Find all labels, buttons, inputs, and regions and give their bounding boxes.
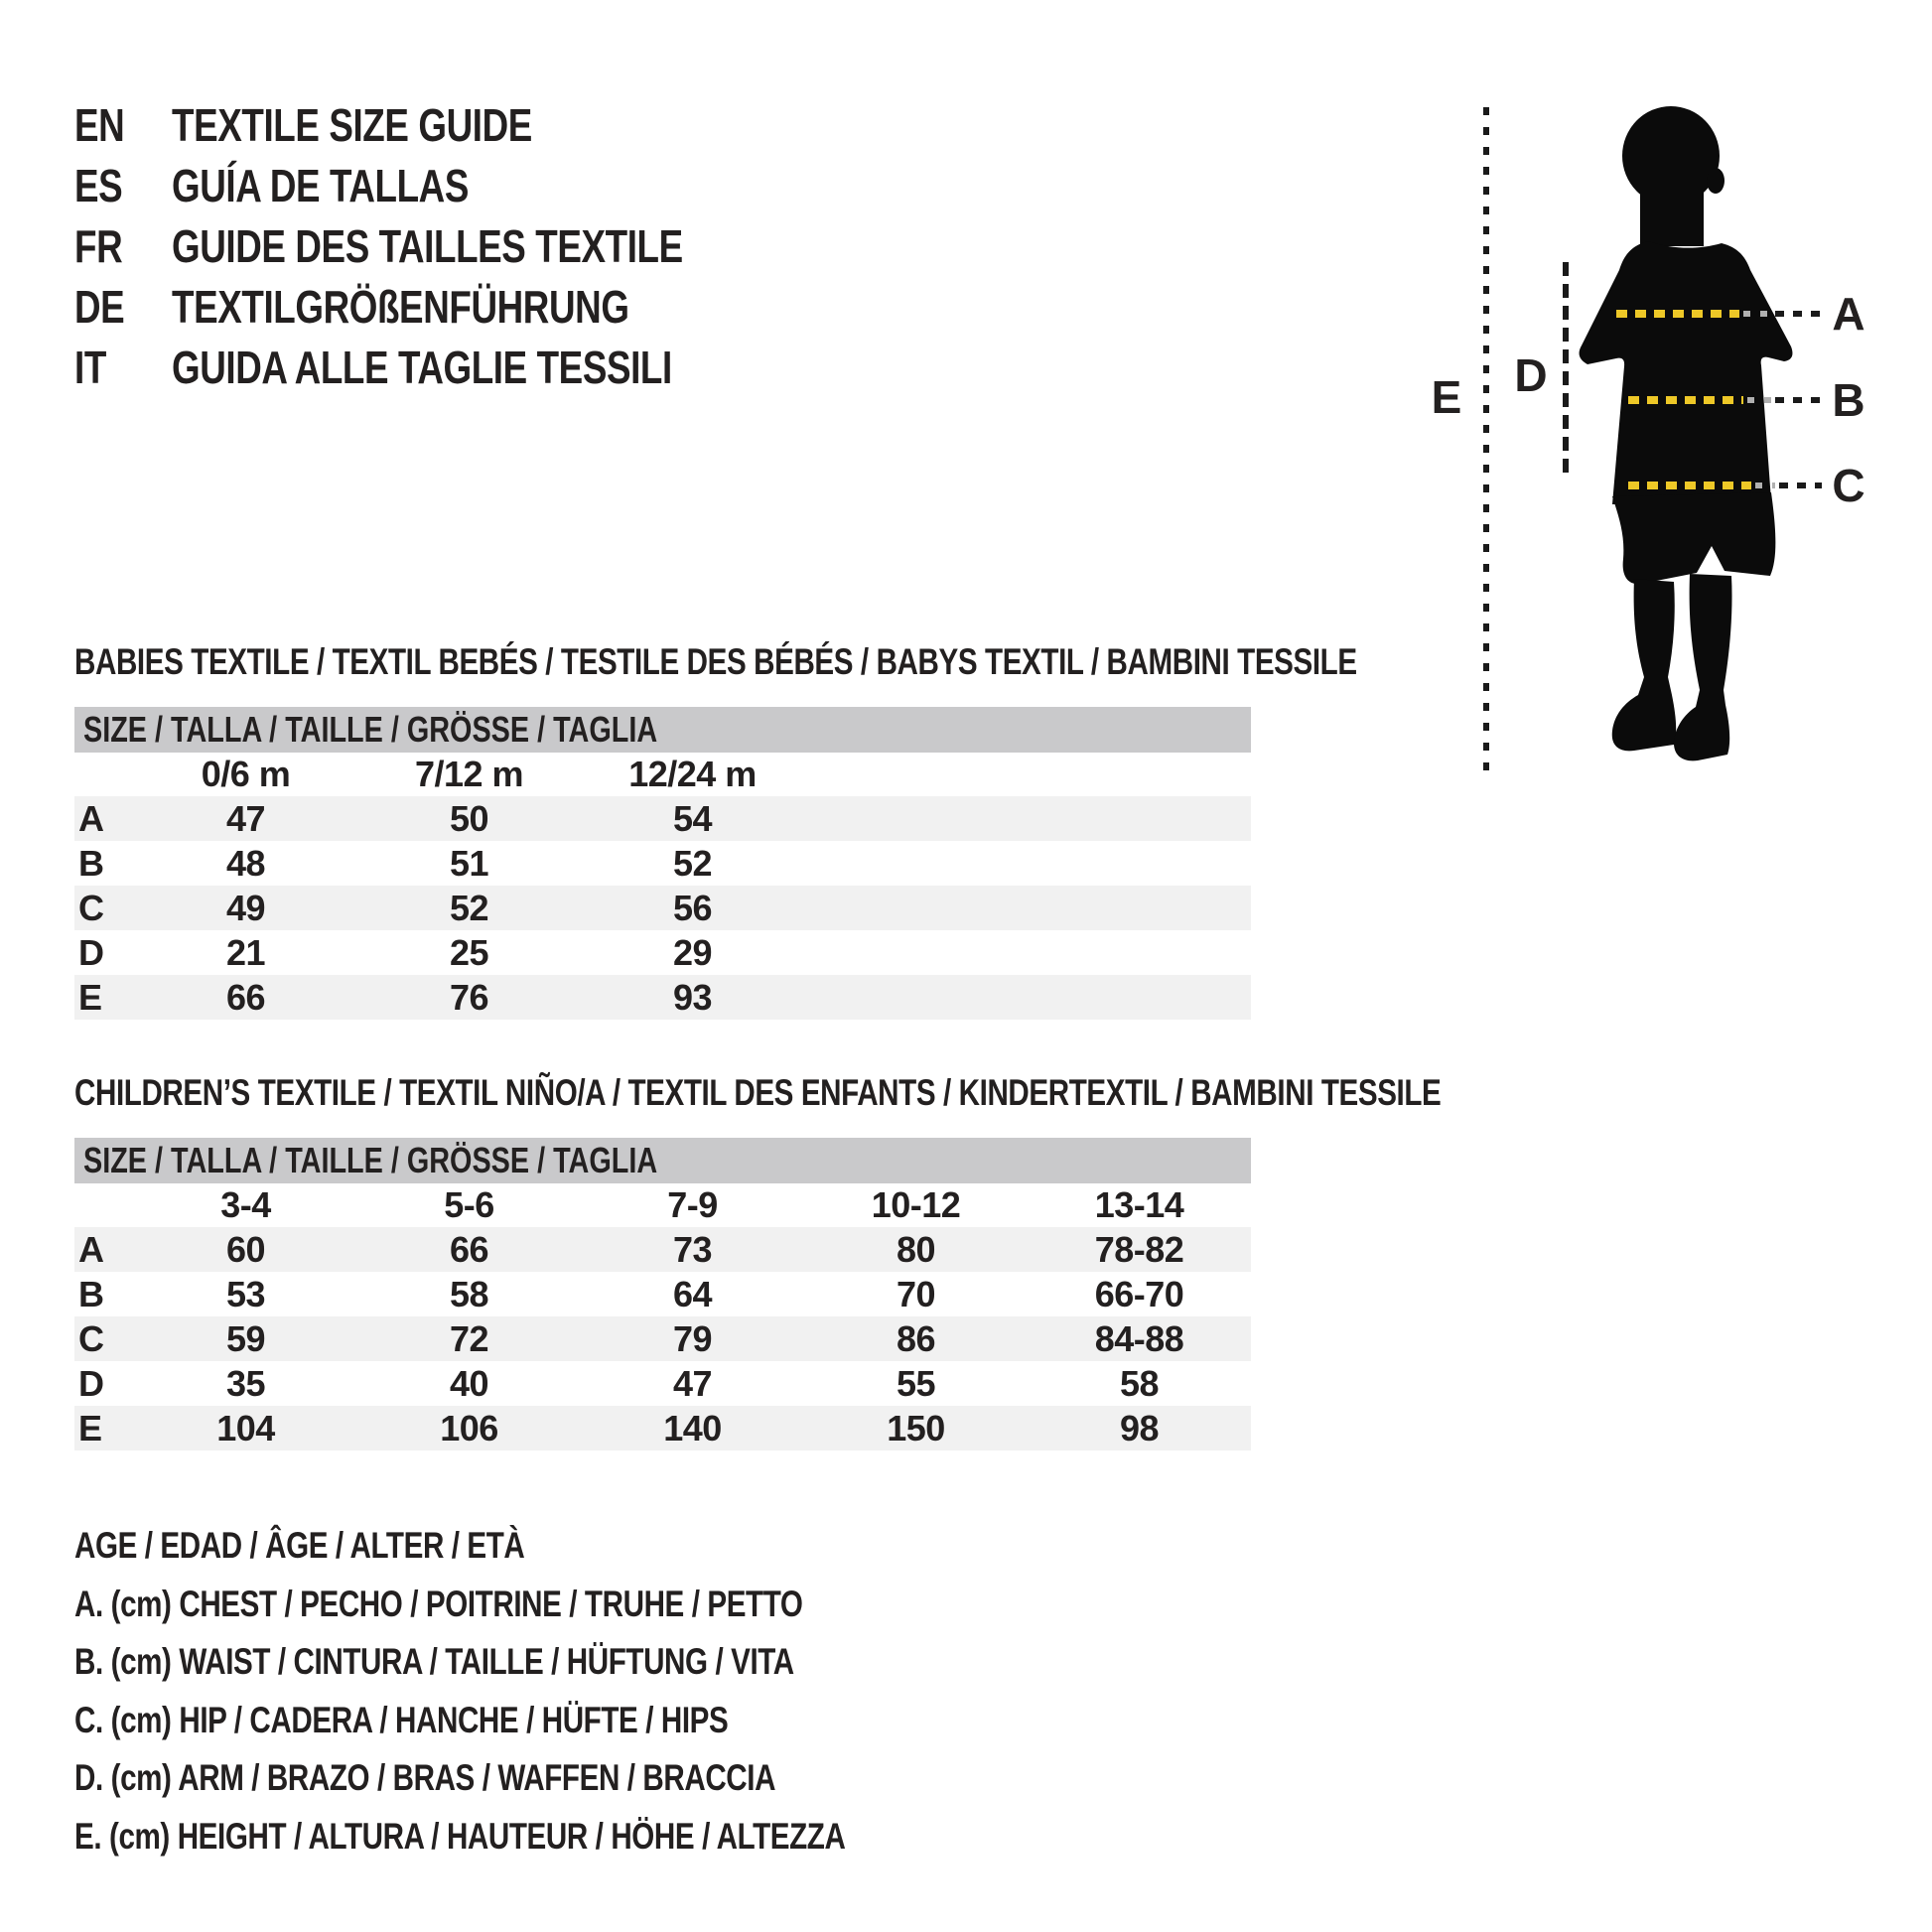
column-header: 0/6 m [201, 754, 291, 794]
cell: 66 [449, 1229, 489, 1270]
row-label: E [78, 977, 103, 1018]
size-bar: SIZE / TALLA / TAILLE / GRÖSSE / TAGLIA [74, 707, 1251, 753]
cell: 60 [225, 1229, 266, 1270]
cell: 106 [440, 1408, 498, 1449]
cell: 53 [225, 1274, 266, 1314]
children-size-table [74, 1138, 1251, 1450]
table-row [74, 796, 1251, 841]
cell: 52 [672, 843, 713, 884]
row-label [74, 1183, 134, 1227]
language-title: GUIDE DES TAILLES TEXTILE [172, 219, 683, 272]
table-header-row [74, 1183, 1251, 1227]
column-header: 10-12 [871, 1184, 961, 1225]
legend-line-height: E. (cm) HEIGHT / ALTURA / HAUTEUR / HÖHE / ALTEZZA [74, 1815, 846, 1857]
size-bar: SIZE / TALLA / TAILLE / GRÖSSE / TAGLIA [74, 1138, 1251, 1183]
table-row [74, 1406, 1251, 1450]
cell: 86 [896, 1318, 936, 1359]
language-code: EN [74, 98, 125, 151]
cell: 48 [225, 843, 266, 884]
row-label: A [78, 798, 104, 839]
table-row [74, 841, 1251, 886]
legend-line-chest: A. (cm) CHEST / PECHO / POITRINE / TRUHE / PETTO [74, 1583, 803, 1624]
language-row [74, 276, 810, 337]
cell: 58 [1119, 1363, 1160, 1404]
measurement-legend [74, 1517, 1038, 1866]
cell: 66-70 [1094, 1274, 1184, 1314]
legend-line-arm: D. (cm) ARM / BRAZO / BRAS / WAFFEN / BRACCIA [74, 1757, 776, 1799]
cell: 76 [449, 977, 489, 1018]
language-row [74, 155, 810, 215]
label-a: A [1832, 288, 1865, 340]
row-label: B [78, 1274, 104, 1314]
cell: 64 [672, 1274, 713, 1314]
cell: 98 [1119, 1408, 1160, 1449]
cell: 21 [225, 932, 266, 973]
legend-line-age: AGE / EDAD / ÂGE / ALTER / ETÀ [74, 1525, 525, 1566]
column-header: 7/12 m [414, 754, 524, 794]
language-code: ES [74, 159, 123, 211]
row-label [74, 753, 134, 796]
cell: 47 [225, 798, 266, 839]
babies-section-title: BABIES TEXTILE / TEXTIL BEBÉS / TESTILE DES BÉBÉS / BABYS TEXTIL / BAMBINI TESSILE [74, 641, 1357, 682]
label-d: D [1514, 349, 1548, 401]
cell: 140 [663, 1408, 722, 1449]
legend-line-waist: B. (cm) WAIST / CINTURA / TAILLE / HÜFTUNG / VITA [74, 1641, 794, 1683]
cell: 84-88 [1094, 1318, 1184, 1359]
table-row [74, 886, 1251, 930]
column-header: 7-9 [667, 1184, 718, 1225]
cell: 51 [449, 843, 489, 884]
table-row [74, 1272, 1251, 1316]
language-row [74, 215, 810, 276]
cell: 79 [672, 1318, 713, 1359]
table-row [74, 1316, 1251, 1361]
table-row [74, 1361, 1251, 1406]
table-row [74, 975, 1251, 1020]
legend-line-hip: C. (cm) HIP / CADERA / HANCHE / HÜFTE / HIPS [74, 1699, 729, 1740]
language-row [74, 94, 810, 155]
row-label: B [78, 843, 104, 884]
language-title: GUÍA DE TALLAS [172, 159, 470, 211]
cell: 58 [449, 1274, 489, 1314]
cell: 66 [225, 977, 266, 1018]
row-label: C [78, 888, 104, 928]
cell: 150 [887, 1408, 945, 1449]
cell: 73 [672, 1229, 713, 1270]
language-code: IT [74, 341, 106, 393]
language-code: DE [74, 280, 125, 333]
babies-size-table [74, 707, 1251, 1020]
cell: 93 [672, 977, 713, 1018]
cell: 40 [449, 1363, 489, 1404]
language-title: TEXTILGRÖßENFÜHRUNG [172, 280, 629, 333]
cell: 55 [896, 1363, 936, 1404]
cell: 54 [672, 798, 713, 839]
children-section-title: CHILDREN’S TEXTILE / TEXTIL NIÑO/A / TEXTIL DES ENFANTS / KINDERTEXTIL / BAMBINI TESSILE [74, 1072, 1442, 1113]
row-label: D [78, 1363, 104, 1404]
child-silhouette-figure [1430, 60, 1932, 844]
language-title: GUIDA ALLE TAGLIE TESSILI [172, 341, 672, 393]
table-header-row [74, 753, 1251, 796]
cell: 56 [672, 888, 713, 928]
row-label: D [78, 932, 104, 973]
column-header: 5-6 [444, 1184, 494, 1225]
label-b: B [1832, 374, 1865, 426]
column-header: 12/24 m [628, 754, 757, 794]
cell: 49 [225, 888, 266, 928]
row-label: C [78, 1318, 104, 1359]
language-code: FR [74, 219, 123, 272]
cell: 50 [449, 798, 489, 839]
label-c: C [1832, 460, 1865, 511]
cell: 78-82 [1094, 1229, 1184, 1270]
measurement-figure [1430, 60, 1932, 844]
cell: 25 [449, 932, 489, 973]
label-e: E [1431, 371, 1462, 423]
row-label: A [78, 1229, 104, 1270]
cell: 35 [225, 1363, 266, 1404]
cell: 104 [216, 1408, 275, 1449]
row-label: E [78, 1408, 103, 1449]
cell: 59 [225, 1318, 266, 1359]
cell: 47 [672, 1363, 713, 1404]
language-header [74, 94, 810, 397]
language-title: TEXTILE SIZE GUIDE [172, 98, 532, 151]
language-row [74, 337, 810, 397]
cell: 52 [449, 888, 489, 928]
cell: 72 [449, 1318, 489, 1359]
table-row [74, 930, 1251, 975]
cell: 29 [672, 932, 713, 973]
column-header: 13-14 [1094, 1184, 1184, 1225]
cell: 70 [896, 1274, 936, 1314]
cell: 80 [896, 1229, 936, 1270]
column-header: 3-4 [220, 1184, 271, 1225]
table-row [74, 1227, 1251, 1272]
